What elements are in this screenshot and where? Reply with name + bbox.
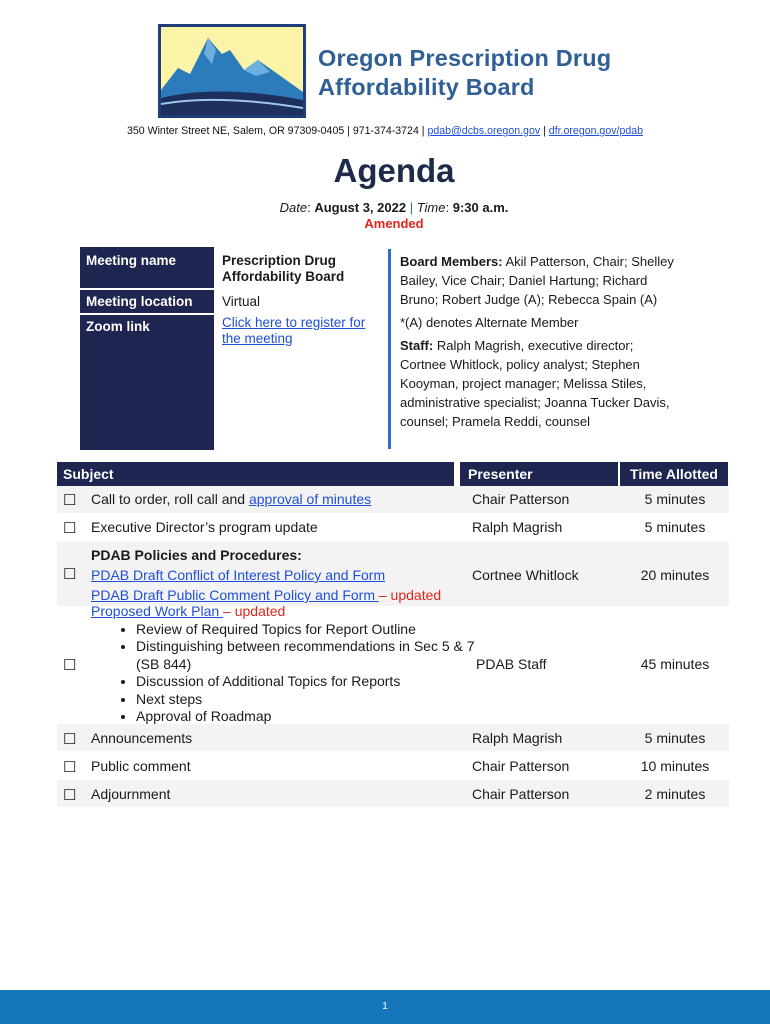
table-header-time: Time Allotted bbox=[620, 462, 728, 486]
info-divider-bar bbox=[388, 249, 391, 449]
meeting-name-value: Prescription Drug Affordability Board bbox=[222, 253, 345, 284]
meeting-location-label: Meeting location bbox=[86, 294, 193, 309]
checkbox[interactable]: ☐ bbox=[63, 520, 77, 537]
agenda-subject bbox=[91, 585, 441, 605]
agenda-subject: Announcements bbox=[91, 730, 193, 746]
subject-text: Call to order, roll call and bbox=[91, 491, 249, 507]
work-plan-topics bbox=[91, 621, 476, 725]
alternate-note: *(A) denotes Alternate Member bbox=[400, 315, 579, 330]
agenda-subject: Public comment bbox=[91, 758, 191, 774]
agenda-subject: Adjournment bbox=[91, 786, 171, 802]
email-link[interactable]: pdab@dcbs.oregon.gov bbox=[427, 125, 541, 137]
updated-label: – updated bbox=[223, 603, 286, 619]
updated-label: – updated bbox=[378, 587, 442, 603]
conflict-policy-link[interactable]: PDAB Draft Conflict of Interest Policy and Form bbox=[91, 567, 386, 583]
contact-line bbox=[0, 125, 770, 137]
amended-label: Amended bbox=[364, 216, 424, 231]
contact-separator: | bbox=[540, 125, 549, 137]
presenter: Ralph Magrish bbox=[472, 730, 563, 746]
presenter: Cortnee Whitlock bbox=[472, 567, 579, 583]
list-item: • Distinguishing between recommendations in Sec 5 & 7 (SB 844) bbox=[136, 638, 476, 673]
minutes-link[interactable]: approval of minutes bbox=[248, 491, 372, 507]
time-value: 9:30 a.m. bbox=[452, 200, 509, 215]
website-link[interactable]: dfr.oregon.gov/pdab bbox=[548, 125, 644, 137]
time-allotted: 5 minutes bbox=[644, 491, 706, 507]
list-item: • Approval of Roadmap bbox=[136, 708, 476, 725]
date-value: August 3, 2022 bbox=[314, 200, 407, 215]
board-members bbox=[400, 252, 675, 309]
time-label: Time bbox=[416, 200, 446, 215]
org-name-line2: Affordability Board bbox=[318, 74, 535, 100]
meeting-name-label: Meeting name bbox=[86, 253, 177, 268]
list-item: • Next steps bbox=[136, 691, 476, 708]
agenda-subject bbox=[91, 491, 371, 507]
checkbox[interactable]: ☐ bbox=[63, 759, 77, 776]
board-info bbox=[400, 252, 675, 435]
board-members-heading: Board Members: bbox=[400, 254, 503, 269]
agenda-subject bbox=[91, 603, 285, 619]
time-allotted: 20 minutes bbox=[640, 567, 710, 583]
presenter: Ralph Magrish bbox=[472, 519, 563, 535]
meeting-info-label-column bbox=[80, 247, 214, 450]
staff-list bbox=[400, 336, 675, 431]
zoom-register-link[interactable]: Click here to register for the meeting bbox=[222, 315, 366, 346]
checkbox[interactable]: ☐ bbox=[63, 657, 77, 674]
time-allotted: 5 minutes bbox=[644, 519, 706, 535]
date-label: Date bbox=[279, 200, 308, 215]
zoom-link-label: Zoom link bbox=[86, 319, 150, 334]
time-allotted: 2 minutes bbox=[644, 786, 706, 802]
page-number: 1 bbox=[382, 1001, 388, 1012]
checkbox[interactable]: ☐ bbox=[63, 566, 77, 583]
time-allotted: 5 minutes bbox=[644, 730, 706, 746]
table-header-subject: Subject bbox=[57, 462, 454, 486]
table-header-presenter: Presenter bbox=[460, 462, 618, 486]
presenter: Chair Patterson bbox=[472, 786, 570, 802]
staff-text: Ralph Magrish, executive director; Cortnee Whitlock, policy analyst; Stephen Kooyman, project manager; Melissa Stiles, administrative specialist; Joanna Tucker Davis, counsel; Pramela Reddi, counsel bbox=[400, 338, 670, 429]
list-item: • Discussion of Additional Topics for Reports bbox=[136, 673, 476, 690]
board-members-text: Akil Patterson, Chair; Shelley Bailey, Vice Chair; Daniel Hartung; Richard Bruno; Robert Judge (A); Rebecca Spain (A) bbox=[400, 254, 674, 307]
meeting-location-value: Virtual bbox=[222, 294, 261, 309]
board-logo bbox=[158, 24, 306, 118]
presenter: Chair Patterson bbox=[472, 491, 570, 507]
contact-address: 350 Winter Street NE, Salem, OR 97309-0405 | 971-374-3724 | bbox=[126, 125, 428, 137]
public-comment-policy-link[interactable]: PDAB Draft Public Comment Policy and Form bbox=[91, 587, 379, 603]
time-allotted: 45 minutes bbox=[640, 656, 710, 672]
checkbox[interactable]: ☐ bbox=[63, 731, 77, 748]
info-divider bbox=[80, 313, 214, 315]
date-time-line: Date: August 3, 2022 | Time: 9:30 a.m. bbox=[279, 200, 509, 215]
org-name bbox=[318, 44, 611, 102]
checkbox[interactable]: ☐ bbox=[63, 492, 77, 509]
checkbox[interactable]: ☐ bbox=[63, 787, 77, 804]
org-name-line1: Oregon Prescription Drug bbox=[318, 45, 612, 71]
presenter: Chair Patterson bbox=[472, 758, 570, 774]
time-allotted: 10 minutes bbox=[640, 758, 710, 774]
agenda-subject: Executive Director’s program update bbox=[91, 519, 318, 535]
list-item: • Review of Required Topics for Report Outline bbox=[136, 621, 476, 638]
info-divider bbox=[80, 288, 214, 290]
page-title: Agenda bbox=[333, 152, 455, 189]
presenter: PDAB Staff bbox=[476, 656, 547, 672]
work-plan-link[interactable]: Proposed Work Plan bbox=[91, 603, 224, 619]
policies-heading: PDAB Policies and Procedures: bbox=[91, 547, 302, 563]
staff-heading: Staff: bbox=[400, 338, 434, 353]
